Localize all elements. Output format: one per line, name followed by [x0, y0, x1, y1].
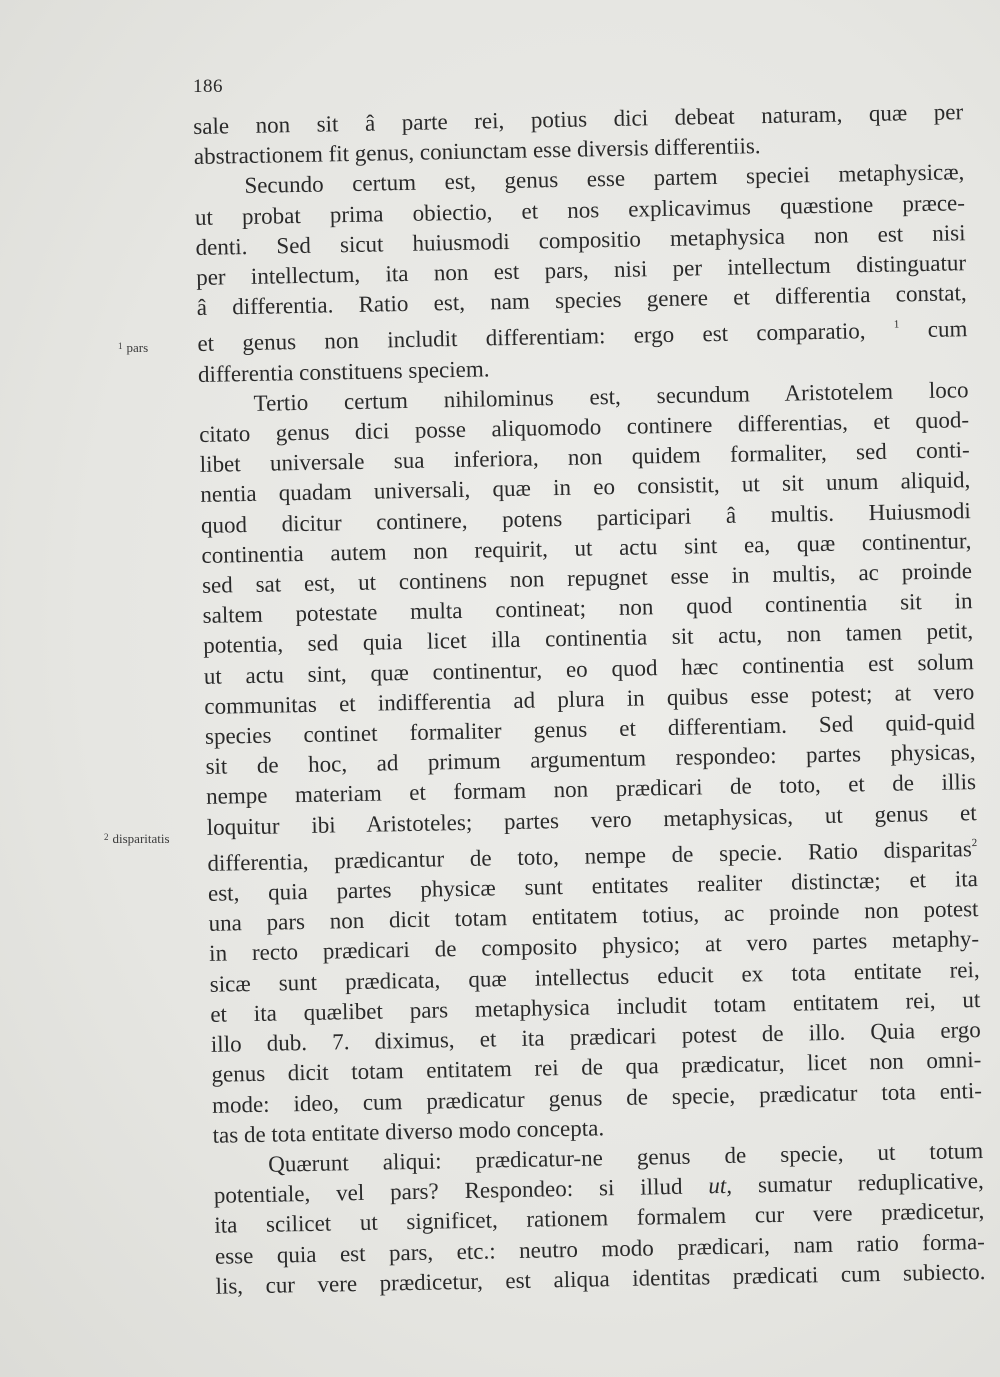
text-line: ita scilicet ut significet, rationem formalem cur vere prædicetur, [214, 1198, 985, 1239]
text-line: et ita quælibet pars metaphysica includit totam entitatem rei, ut [210, 986, 981, 1027]
italic-word: ut, [708, 1172, 733, 1199]
text-line: mode: ideo, cum prædicatur genus de specie, prædicatur tota enti- [211, 1077, 983, 1118]
footnote-ref: 1 [893, 318, 900, 332]
text-line: lis, cur vere prædicetur, est aliqua identitas prædicati cum subiecto. [215, 1258, 986, 1299]
margin-note-2 [104, 831, 170, 847]
text-line: sale non sit â parte rei, potius dici debeat naturam, quæ per [193, 99, 964, 139]
text-line: tas de tota entitate diverso modo concepta. [212, 1115, 605, 1148]
text-line: una pars non dicit totam entitatem totius, ac proinde non potest [208, 896, 979, 937]
text-line-part: cum [927, 316, 968, 343]
text-line: libet universale sua inferiora, non quidem formaliter, sed conti- [199, 437, 970, 478]
text-line-part: potentiale, vel pars? Respondeo: si illud [213, 1173, 683, 1208]
text-line: esse quia est pars, etc.: neutro modo prædicari, nam ratio forma- [214, 1228, 986, 1269]
text-line: continentia autem non requirit, ut actu sint ea, quæ continentur, [201, 527, 972, 568]
text-line: â differentia. Ratio est, nam species genere et differentia constat, [196, 280, 967, 321]
margin-note-text: pars [126, 340, 149, 355]
text-line-part: differentia, prædicantur de toto, nempe de specie. Ratio disparitas [207, 836, 973, 876]
margin-note-1 [118, 340, 148, 356]
text-line: ut probat prima obiectio, et nos explicavimus quæstione præce- [194, 189, 966, 230]
text-line: ut actu sint, quæ continentur, eo quod hæc continentia est solum [203, 648, 974, 689]
text-line: citato genus dici posse aliquomodo continere differentias, et quod- [198, 407, 970, 447]
text-line: quod dicitur continere, potens participari â multis. Huiusmodi [200, 497, 972, 538]
footnote-ref: 2 [971, 836, 978, 850]
text-line: denti. Sed sicut huiusmodi compositio metaphysica non est nisi [195, 220, 966, 260]
margin-note-marker: 2 [104, 832, 109, 842]
margin-note-text: disparitatis [112, 831, 170, 846]
text-line: communitas et indifferentia ad plura in quibus esse potest; at vero [204, 678, 975, 719]
body-text [193, 97, 986, 1301]
text-line: abstractionem fit genus, coniunctam esse diversis differentiis. [193, 133, 761, 170]
text-line: sit de hoc, ad primum argumentum respondeo: partes physicas, [205, 739, 976, 780]
text-line: illo dub. 7. diximus, et ita prædicari potest de illo. Quia ergo [210, 1017, 982, 1057]
text-line: est, quia partes physicæ sunt entitates realiter distinctæ; et ita [207, 866, 979, 906]
text-line: potentia, sed quia licet illa continentia sit actu, non tamen petit, [203, 618, 974, 659]
text-line: differentia constituens speciem. [197, 355, 490, 387]
text-line: genus dicit totam entitatem rei de qua prædicatur, licet non omni- [211, 1047, 982, 1088]
page-number: 186 [193, 76, 223, 97]
text-line: saltem potestate multa contineat; non quod continentia sit in [202, 588, 973, 629]
text-line: nempe materiam et formam non prædicari de toto, et de illis [205, 769, 977, 810]
text-line: species continet formaliter genus et differentiam. Sed quid-quid [204, 709, 976, 749]
text-line-part: et genus non includit differentiam: ergo est comparatio, [197, 318, 866, 357]
text-line: Secundo certum est, genus esse partem speciei metaphysicæ, [244, 159, 965, 199]
margin-note-marker: 1 [118, 341, 123, 351]
text-line: Tertio certum nihilominus est, secundum Aristotelem loco [253, 376, 969, 416]
text-line: in recto prædicari de composito physico; at vero partes metaphy- [208, 926, 980, 967]
text-line: sed sat est, ut continens non repugnet esse in multis, ac proinde [201, 558, 973, 598]
text-line: loquitur ibi Aristoteles; partes vero metaphysicas, ut genus et [206, 799, 977, 840]
text-line: sicæ sunt prædicata, quæ intellectus educit ex tota entitate rei, [209, 956, 980, 997]
text-line: Quærunt aliqui: prædicatur-ne genus de specie, ut totum [267, 1137, 984, 1177]
text-line: nentia quadam universali, quæ in eo consistit, ut sit unum aliquid, [200, 467, 971, 508]
text-line-part: sumatur reduplicative, [757, 1168, 984, 1198]
text-line: per intellectum, ita non est pars, nisi per intellectum distinguatur [195, 250, 967, 290]
